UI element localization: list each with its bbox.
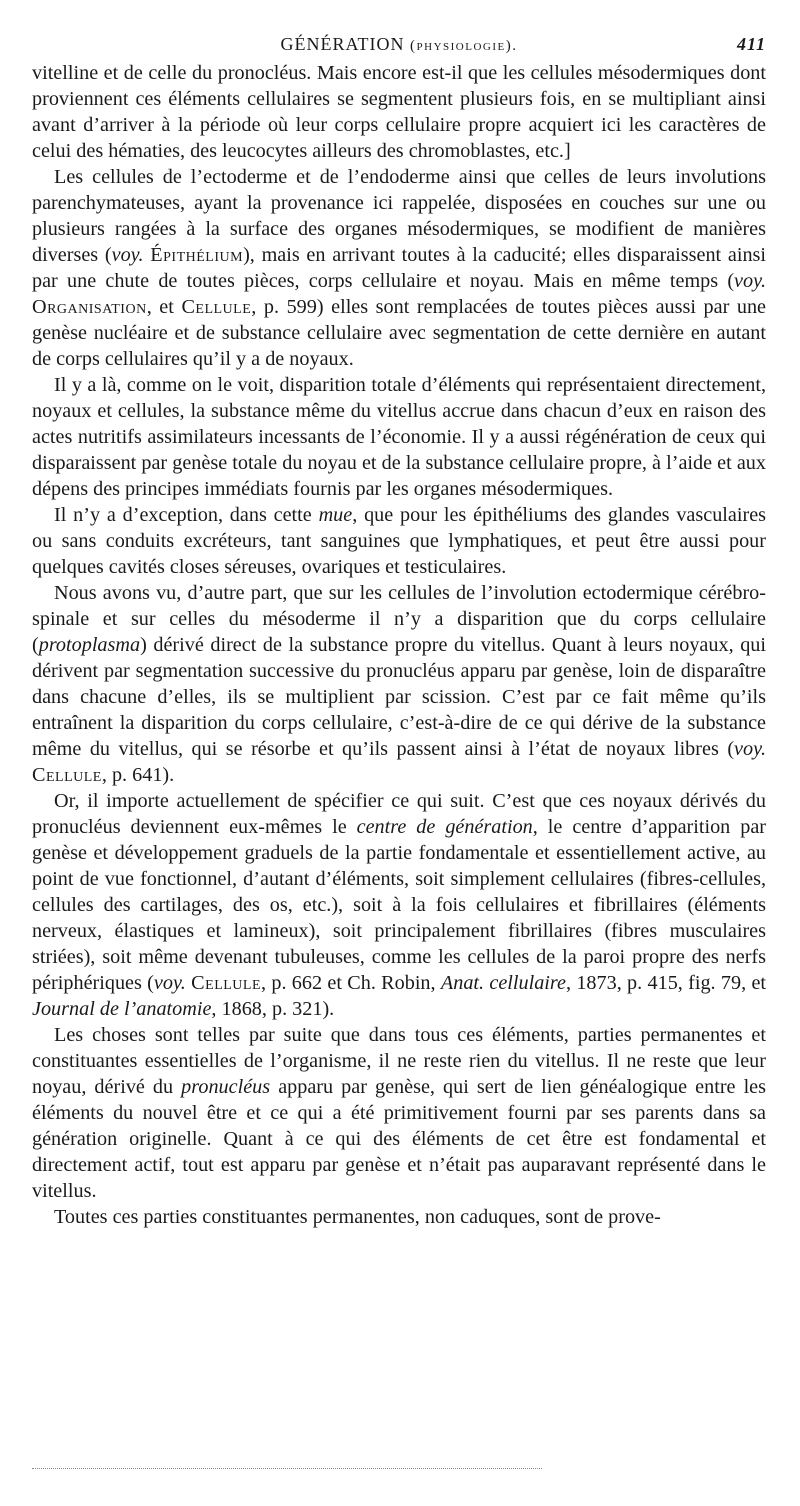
italic-text: Journal de l’anatomie xyxy=(32,998,212,1020)
running-title-sub: (physiologie). xyxy=(410,38,518,54)
small-caps-reference: Cellule xyxy=(181,296,252,318)
italic-text: voy. xyxy=(734,270,766,292)
italic-text: pronucléus xyxy=(181,1076,271,1098)
paragraph xyxy=(32,1204,766,1230)
text-segment: Toutes ces parties constituantes permanentes, non caduques, sont de prove- xyxy=(54,1206,661,1228)
paragraph xyxy=(32,60,766,164)
paragraph xyxy=(32,502,766,580)
text-segment: Il y a là, comme on le voit, disparition totale d’éléments qui représentaient directement, noyaux et cellules, la substance même du vitellus accrue dans chacun d’eux en raison des actes nutritifs assimilateurs incessants de l’économie. Il y a aussi régénération de ceux qui disparaissent par genèse totale du noyau et de la substance cellulaire propre, à l’aide et aux dépens des principes immédiats fournis par les organes mésodermiques. xyxy=(32,374,766,500)
text-segment: Les cellules de l’ectoderme et de l’endoderme ainsi que celles de leurs involutions parenchymateuses, ayant la provenance ici rappelée, disposées en couches sur une ou plusieurs rangées à la surface des organes mésodermiques, se modifient de manières diverses ( xyxy=(32,166,766,266)
paragraph xyxy=(32,580,766,788)
text-segment: , 1873, p. 415, fig. 79, et xyxy=(565,972,767,994)
italic-text: Anat. cellulaire xyxy=(440,972,566,994)
text-segment: , 1868, p. 321). xyxy=(211,998,335,1020)
text-segment: , p. 641). xyxy=(101,764,175,786)
italic-text: voy. xyxy=(111,244,144,266)
text-segment: vitelline et de celle du pronocléus. Mais encore est-il que les cellules mésodermiques dont proviennent ces éléments cellulaires se segmentent plusieurs fois, en se multipliant ainsi avant d’arriver à la période où leur corps cellulaire propre acquiert ici les caractères de celui des hématies, des leucocytes ailleurs des chromoblastes, etc.] xyxy=(32,62,766,162)
italic-text: voy. xyxy=(734,738,766,760)
text-segment: , et xyxy=(146,296,182,318)
text-segment: apparu par genèse, qui sert de lien généalogique entre les éléments du nouvel être et ce qui a été primitivement fourni par ses parents dans sa génération originelle. Quant à ce qui des éléments de cet être est fondamental et directement actif, tout est apparu par genèse et n’était pas auparavant représenté dans le vitellus. xyxy=(32,1076,766,1202)
page xyxy=(32,34,766,1230)
small-caps-reference: Cellule xyxy=(32,764,102,786)
italic-text: centre de génération xyxy=(356,816,533,838)
running-header xyxy=(32,34,766,60)
text-segment: , le centre d’apparition par genèse et développement graduels de la partie fondamentale et essentiellement active, au point de vue fonctionnel, d’autant d’éléments, soit simplement cellulaires (fibres-cellules, cellules des cartilages, des os, etc.), soit à la fois cellulaires et fibrillaires (éléments nerveux, élastiques et lamineux), soit principalement fibrillaires (fibres musculaires striées), soit même devenant tubuleuses, comme les cellules de la paroi propre des nerfs périphériques ( xyxy=(32,816,767,994)
text-segment: ) dérivé direct de la substance propre du vitellus. Quant à leurs noyaux, qui dérivent par segmentation successive du pronucléus apparu par genèse, loin de disparaître dans chacune d’elles, ils se multiplient par scission. C’est par ce fait même qu’ils entraînent la disparition du corps cellulaire, c’est-à-dire de ce qui dérive de la substance même du vitellus, qui se résorbe et qu’ils passent ainsi à l’état de noyaux libres ( xyxy=(32,634,766,760)
italic-text: mue xyxy=(318,504,353,526)
text-segment: Or, il importe actuellement de spécifier ce qui suit. C’est que ces noyaux dérivés du pronucléus deviennent eux-mêmes le xyxy=(32,790,766,838)
paragraph xyxy=(32,372,766,502)
text-segment: , que pour les épithéliums des glandes vasculaires ou sans conduits excréteurs, tant sanguines que lymphatiques, et peut être aussi pour quelques cavités closes séreuses, ovariques et testiculaires. xyxy=(32,504,767,578)
body-text xyxy=(32,60,766,1230)
running-title-main: GÉNÉRATION xyxy=(280,34,405,54)
small-caps-reference: Cellule xyxy=(191,972,262,994)
footer-rule xyxy=(32,1468,542,1469)
text-segment: , p. 599) elles sont remplacées de toutes pièces aussi par une genèse nucléaire et de substance cellulaire avec segmentation de cette dernière en autant de corps cellulaires qu’il y a de noyaux. xyxy=(32,296,766,370)
italic-text: protoplasma xyxy=(38,634,141,656)
small-caps-reference: Épithélium xyxy=(150,244,244,266)
running-title xyxy=(32,34,766,55)
small-caps-reference: Organisation xyxy=(32,296,147,318)
text-segment: , p. 662 et Ch. Robin, xyxy=(261,972,441,994)
paragraph xyxy=(32,164,766,372)
text-segment: ), mais en arrivant toutes à la caducité; elles disparaissent ainsi par une chute de toutes pièces, corps cellulaire et noyau. Mais en même temps ( xyxy=(32,244,767,292)
italic-text: voy. xyxy=(153,972,186,994)
text-segment: Il n’y a d’exception, dans cette xyxy=(54,504,319,526)
text-segment: Nous avons vu, d’autre part, que sur les cellules de l’involution ectodermique cérébro-spinale et sur celles du mésoderme il n’y a disparition que du corps cellulaire ( xyxy=(32,582,766,656)
paragraph xyxy=(32,1022,766,1204)
paragraph xyxy=(32,788,766,1022)
text-segment: Les choses sont telles par suite que dans tous ces éléments, parties permanentes et constituantes essentielles de l’organisme, il ne reste rien du vitellus. Il ne reste que leur noyau, dérivé du xyxy=(32,1024,766,1098)
page-number: 411 xyxy=(736,34,766,54)
